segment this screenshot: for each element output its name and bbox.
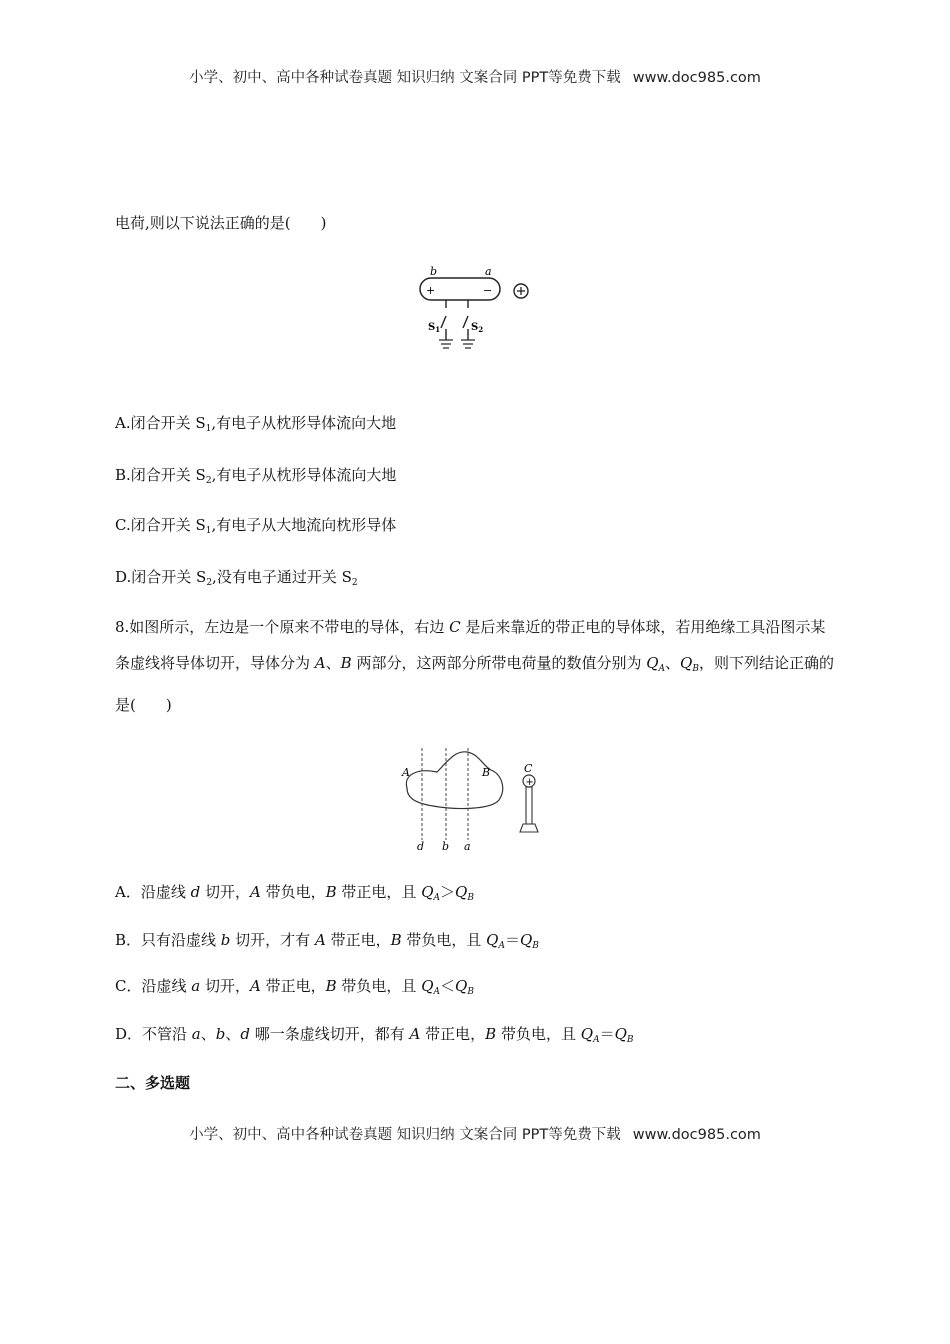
q8-option-a: A．沿虚线 d 切开，A 带负电，B 带正电，且 $Q_A>Q_B$: [115, 883, 474, 903]
q7-figure: [410, 260, 540, 355]
fig7-label-s2: $S_2$: [471, 322, 484, 334]
fig7-label-s1: $S_1$: [428, 322, 441, 334]
fig8-plus-sign: +: [525, 777, 534, 788]
q8-option-c: C．沿虚线 a 切开，A 带正电，B 带负电，且 $Q_A<Q_B$: [115, 977, 474, 997]
fig7-switch-s1: [441, 316, 446, 328]
fig8-insulating-stand: [526, 787, 532, 824]
section-heading: 二、多选题: [115, 1074, 191, 1092]
footer-site: www.doc985.com: [632, 1127, 761, 1143]
q8-stem: 8.如图所示，左边是一个原来不带电的导体，右边 C 是后来靠近的带正电的导体球，若用绝缘工具沿图示某条虚线将导体切开，导体分为 A、B 两部分，这两部分所带电荷量的数值分别为 $Q_A$、$Q_B$，则下列结论正确的是( ): [115, 618, 834, 714]
header-text: 小学、初中、高中各种试卷真题 知识归纳 文案合同 PPT等免费下载: [189, 70, 621, 86]
q7-option-d: D.闭合开关 $S_2$,没有电子通过开关 $S_2$: [115, 568, 358, 588]
q7-stem-tail: 电荷,则以下说法正确的是( ): [115, 214, 327, 232]
fig7-label-b: b: [430, 265, 438, 278]
fig8-stand-base: [520, 824, 538, 832]
fig8-label-d: d: [417, 840, 425, 853]
fig8-label-b: b: [442, 840, 450, 853]
q8-option-d: D．不管沿 a、b、d 哪一条虚线切开，都有 A 带正电，B 带负电，且 $Q_A=Q_B$: [115, 1025, 634, 1045]
q8-figure: [395, 748, 555, 856]
q8-option-b: B．只有沿虚线 b 切开，才有 A 带正电，B 带负电，且 $Q_A=Q_B$: [115, 931, 539, 951]
fig7-label-a: a: [485, 265, 492, 278]
fig7-plus-sign: +: [426, 284, 436, 297]
header-site: www.doc985.com: [632, 70, 761, 86]
footer-text: 小学、初中、高中各种试卷真题 知识归纳 文案合同 PPT等免费下载: [189, 1127, 621, 1143]
fig8-label-B: B: [482, 766, 491, 779]
page-header: [0, 66, 950, 87]
fig8-label-A: A: [402, 766, 410, 779]
fig7-switch-s2: [463, 316, 468, 328]
fig7-ground-2: [461, 340, 475, 348]
page-footer: [0, 1123, 950, 1144]
fig7-minus-sign: −: [483, 284, 493, 297]
q7-option-a: A.闭合开关 $S_1$,有电子从枕形导体流向大地: [115, 414, 397, 434]
fig8-label-C: C: [524, 762, 533, 775]
fig7-ground-1: [439, 340, 453, 348]
fig8-conductor: [406, 752, 502, 809]
fig8-label-a: a: [464, 840, 471, 853]
q7-option-b: B.闭合开关 $S_2$,有电子从枕形导体流向大地: [115, 466, 397, 486]
q7-option-c: C.闭合开关 $S_1$,有电子从大地流向枕形导体: [115, 516, 397, 536]
